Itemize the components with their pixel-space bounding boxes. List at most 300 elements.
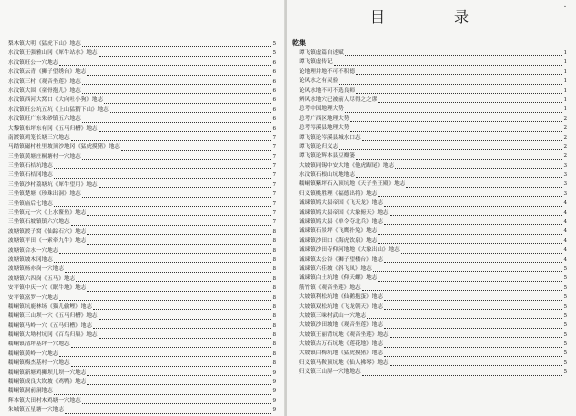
toc-entry-title: 糯峒镇新塘鸡狮坝儿坝一穴地志 xyxy=(8,369,87,376)
toc-entry xyxy=(8,209,276,218)
toc-entry xyxy=(299,134,567,143)
toc-entry xyxy=(299,284,567,293)
dot-leader xyxy=(350,120,562,122)
toc-entry-title: 归义镇三山屏一穴地地志 xyxy=(299,369,361,376)
toc-entry-title: 水汶镇西河大窝口《大向吐小狗》地志 xyxy=(8,97,104,104)
toc-entry xyxy=(299,293,567,302)
dot-leader xyxy=(71,365,271,367)
toc-entry-title: 辉本镇大田村木鸡塘一穴地志 xyxy=(8,397,81,404)
toc-entry xyxy=(299,359,567,368)
toc-entry xyxy=(299,152,567,161)
dot-leader xyxy=(82,402,271,404)
toc-entry xyxy=(8,40,276,49)
toc-entry-page: 8 xyxy=(272,266,276,273)
heading-char-2: 录 xyxy=(453,8,470,26)
toc-entry-title: 糯峒镇洞前洞地志 xyxy=(8,388,53,395)
toc-entry xyxy=(299,303,567,312)
toc-entry xyxy=(8,59,276,68)
toc-entry xyxy=(299,180,567,189)
dot-leader xyxy=(362,374,562,376)
toc-entry-title: 诚谏镇沙田口《海虎饮泉》地志 xyxy=(299,237,378,244)
dot-leader xyxy=(93,308,271,310)
dot-leader xyxy=(110,111,271,113)
toc-entry-title: 三坐镇黄塘庄桐塘村一穴地志 xyxy=(8,153,81,160)
dot-leader xyxy=(82,121,271,123)
dot-leader xyxy=(390,336,562,338)
toc-entry-page: 2 xyxy=(563,115,567,122)
dot-leader xyxy=(378,101,562,103)
dot-leader xyxy=(401,252,562,254)
toc-entry-title: 诚谏镇鸠大县帝国《大象俯天》地志 xyxy=(299,209,389,216)
toc-entry-page: 6 xyxy=(272,59,276,66)
toc-entry-page: 9 xyxy=(272,397,276,404)
toc-entry-page: 6 xyxy=(272,78,276,85)
dot-leader xyxy=(87,74,271,76)
toc-entry-title: 糯峒镇成良大坎坡《鸡鸭》地志 xyxy=(8,379,87,386)
dot-leader xyxy=(71,139,271,141)
toc-entry xyxy=(299,199,567,208)
toc-entry xyxy=(299,246,567,255)
dot-leader xyxy=(362,289,562,291)
dot-leader xyxy=(76,280,271,282)
toc-entry-page: 8 xyxy=(272,285,276,292)
dot-leader xyxy=(99,337,271,339)
toc-entry-page: 4 xyxy=(563,228,567,235)
dot-leader xyxy=(384,299,562,301)
dot-leader xyxy=(384,261,562,263)
toc-entry xyxy=(299,68,567,77)
dot-leader xyxy=(82,45,271,47)
toc-entry-page: 6 xyxy=(272,106,276,113)
toc-entry-title: 糯峒镇梅杰基村一穴地志 xyxy=(8,360,70,367)
toc-entry-title: 总考中国地理大势 xyxy=(299,106,344,113)
toc-entry xyxy=(8,162,276,171)
toc-entry-page: 4 xyxy=(563,209,567,216)
toc-entry xyxy=(8,237,276,246)
dot-leader xyxy=(82,92,271,94)
toc-entry xyxy=(299,162,567,171)
toc-entry-title: 糯峒镇坑鹿林场《猫儿偷鲤》地志 xyxy=(8,303,92,310)
toc-entry xyxy=(299,96,567,105)
toc-entry xyxy=(299,209,567,218)
toc-entry-page: 8 xyxy=(272,322,276,329)
toc-entry-title: 梨木镇大明《猛虎下山》地志 xyxy=(8,40,81,47)
toc-entry xyxy=(299,105,567,114)
toc-entry-title: 大坡镇三味村武山一穴地志 xyxy=(299,312,367,319)
dot-leader xyxy=(406,186,562,188)
toc-entry xyxy=(299,256,567,265)
dot-leader xyxy=(71,346,271,348)
toc-entry-page: 1 xyxy=(563,59,567,66)
toc-entry xyxy=(299,49,567,58)
toc-entry-title: 糯峒镇马岭一穴《五马归槽》地志 xyxy=(8,322,92,329)
dot-leader xyxy=(384,308,562,310)
toc-entry-title: 波塘镇渡子窝《仙踪石穴》地志 xyxy=(8,228,87,235)
toc-entry-title: 论风水之有灵验 xyxy=(299,78,339,85)
dot-leader xyxy=(356,73,562,75)
dot-leader xyxy=(54,205,271,207)
toc-entry-page: 2 xyxy=(563,125,567,132)
toc-entry-page: 8 xyxy=(272,313,276,320)
dot-leader xyxy=(82,83,271,85)
toc-entry-page: 8 xyxy=(272,247,276,254)
toc-entry-page: 5 xyxy=(563,341,567,348)
dot-leader xyxy=(384,346,562,348)
dot-leader xyxy=(384,327,562,329)
toc-entry-page: 8 xyxy=(272,332,276,339)
toc-entry-title: 三坐镇元一穴《上水鳌鱼》地志 xyxy=(8,210,87,217)
toc-entry-title: 诚谏镇六佳坡《斜飞凤》地志 xyxy=(299,265,372,272)
toc-entry-title: 糯峒镇大坳村坑冈《百鸟归巢》地志 xyxy=(8,332,98,339)
toc-entry xyxy=(8,406,276,415)
toc-entry-page: 8 xyxy=(272,256,276,263)
dot-leader xyxy=(356,176,562,178)
toc-entry xyxy=(8,171,276,180)
toc-entry-title: 谭飞镇论辉本县豆瓣篓 xyxy=(299,153,355,160)
dot-leader xyxy=(378,195,562,197)
toc-entry-title: 诚谏镇鸠大县帝国《飞天龙》地志 xyxy=(299,200,383,207)
dot-leader xyxy=(104,102,271,104)
toc-entry-title: 大坡镇利松坑地《仙鹅抱蛋》地志 xyxy=(299,294,383,301)
toc-entry xyxy=(299,368,567,377)
toc-entry-title: 筋竹镇《观音坐莲》地志 xyxy=(299,284,361,291)
dot-leader xyxy=(339,83,562,85)
toc-entry-page: 4 xyxy=(563,219,567,226)
toc-entry-page: 8 xyxy=(272,350,276,357)
toc-entry-title: 糯峒镇三山坝一穴《五马归槽》地志 xyxy=(8,313,98,320)
toc-entry-page: 5 xyxy=(563,331,567,338)
toc-entry xyxy=(8,284,276,293)
toc-entry-page: 7 xyxy=(272,172,276,179)
dot-leader xyxy=(54,177,271,179)
toc-entry xyxy=(8,247,276,256)
toc-entry-page: 8 xyxy=(272,275,276,282)
dot-leader xyxy=(373,270,562,272)
toc-entry-title: 辨风水地穴已被前人尽得之之谬 xyxy=(299,96,378,103)
toc-entry-title: 三坐镇庙后七地志 xyxy=(8,200,53,207)
section-label: 乾集 xyxy=(292,38,306,47)
toc-entry xyxy=(8,115,276,124)
toc-entry xyxy=(8,331,276,340)
toc-entry-title: 总考岑溪县地理大势 xyxy=(299,125,350,132)
dot-leader xyxy=(54,167,271,169)
toc-entry-title: 诚谏镇鸠大县《单令夺北兵》地志 xyxy=(299,219,383,226)
toc-entry-page: 7 xyxy=(272,134,276,141)
toc-entry xyxy=(299,274,567,283)
right-toc-list xyxy=(299,49,567,378)
toc-entry xyxy=(299,115,567,124)
toc-entry-page: 5 xyxy=(563,369,567,376)
dot-leader xyxy=(71,224,271,226)
toc-entry-page: 3 xyxy=(563,181,567,188)
dot-leader xyxy=(99,318,271,320)
toc-entry-page: 8 xyxy=(272,303,276,310)
toc-entry-title: 糯峒镇紫坪石入顶坑地《天子坐王殿》地志 xyxy=(299,181,406,188)
toc-entry-page: 5 xyxy=(563,359,567,366)
toc-entry-title: 三坐镇石桔冈地志 xyxy=(8,172,53,179)
dot-leader xyxy=(390,364,562,366)
toc-entry-title: 波塘镇六四岗《五马》地志 xyxy=(8,275,76,282)
toc-entry-page: 9 xyxy=(272,369,276,376)
toc-entry-page: 8 xyxy=(272,360,276,367)
toc-entry-title: 波塘镇平田《一索牵九牛》地志 xyxy=(8,238,87,245)
toc-entry-page: 6 xyxy=(272,116,276,123)
toc-entry xyxy=(299,321,567,330)
toc-entry-page: 6 xyxy=(272,97,276,104)
toc-entry-page: 6 xyxy=(272,87,276,94)
dot-leader xyxy=(384,223,562,225)
toc-entry-page: 6 xyxy=(272,69,276,76)
dot-leader xyxy=(362,139,562,141)
toc-entry-title: 大坡镇同锡中安大地《他虎踞尾》地志 xyxy=(299,162,395,169)
dot-leader xyxy=(378,280,562,282)
dot-leader xyxy=(350,130,562,132)
toc-entry-title: 大坡镇沙田坡地《观音坐莲》地志 xyxy=(299,322,383,329)
toc-entry-title: 大坡镇双松坑地《飞龙朝天》地志 xyxy=(299,303,383,310)
toc-entry-page: 7 xyxy=(272,210,276,217)
toc-entry xyxy=(8,87,276,96)
toc-entry-page: 9 xyxy=(272,379,276,386)
toc-entry-title: 波塘镇合水一穴地志 xyxy=(8,247,59,254)
toc-entry xyxy=(8,397,276,406)
toc-entry xyxy=(8,125,276,134)
toc-entry-page: 3 xyxy=(563,172,567,179)
toc-entry-page: 6 xyxy=(272,125,276,132)
toc-entry-page: 1 xyxy=(563,106,567,113)
dot-leader xyxy=(59,64,271,66)
toc-entry-title: 波塘镇杨亦岗一穴地志 xyxy=(8,266,64,273)
toc-entry-title: 波塘镇坡木冈地志 xyxy=(8,256,53,263)
toc-entry xyxy=(8,228,276,237)
toc-entry xyxy=(299,143,567,152)
heading-char-1: 目 xyxy=(370,8,387,26)
dot-leader xyxy=(87,214,271,216)
toc-entry-page: 8 xyxy=(272,341,276,348)
toc-entry-page: 3 xyxy=(563,162,567,169)
dot-leader xyxy=(339,148,562,150)
toc-entry xyxy=(8,369,276,378)
toc-entry-title: 安平镇富罗一穴地志 xyxy=(8,294,59,301)
toc-entry-page: 1 xyxy=(563,78,567,85)
toc-entry xyxy=(8,265,276,274)
toc-entry-page: 5 xyxy=(563,275,567,282)
toc-entry-title: 归义镇马鞍顶坑地《仙人拂琴》地志 xyxy=(299,359,389,366)
dot-leader xyxy=(356,92,562,94)
toc-entry-title: 水汶镇石根山坑地地志 xyxy=(299,172,355,179)
dot-leader xyxy=(334,64,562,66)
toc-entry xyxy=(8,312,276,321)
dot-leader xyxy=(99,130,271,132)
toc-entry-page: 7 xyxy=(272,191,276,198)
toc-entry-page: 1 xyxy=(563,49,567,56)
dot-leader xyxy=(59,355,271,357)
toc-entry-title: 三坐镇石桔坑地志 xyxy=(8,163,53,170)
toc-entry xyxy=(8,378,276,387)
dot-leader xyxy=(87,383,271,385)
toc-entry-page: 5 xyxy=(563,294,567,301)
dot-leader xyxy=(87,233,271,235)
toc-entry-title: 论风水地不可不选良师 xyxy=(299,87,355,94)
toc-entry-page: 4 xyxy=(563,200,567,207)
dot-leader xyxy=(82,158,271,160)
toc-entry-title: 水汶镇三村《观音坐莲》地志 xyxy=(8,78,81,85)
toc-entry-title: 谭飞镇论岑溪县城水口志 xyxy=(299,134,361,141)
dot-leader xyxy=(87,374,271,376)
left-page xyxy=(0,0,285,416)
dot-leader xyxy=(384,355,562,357)
toc-entry xyxy=(299,312,567,321)
toc-entry-page: 8 xyxy=(272,294,276,301)
dot-leader xyxy=(384,205,562,207)
toc-entry xyxy=(299,350,567,359)
toc-entry xyxy=(8,106,276,115)
toc-entry-page: 8 xyxy=(272,238,276,245)
toc-entry-page: 1 xyxy=(563,68,567,75)
dot-leader xyxy=(87,243,271,245)
toc-entry-title: 诚谏镇太公谷《狮子望楼台》地志 xyxy=(299,256,383,263)
toc-entry xyxy=(299,77,567,86)
toc-entry-page: 5 xyxy=(563,265,567,272)
dot-leader xyxy=(65,412,271,414)
toc-entry-title: 归义镇桃胜理《福德出将》地志 xyxy=(299,190,378,197)
toc-entry xyxy=(8,218,276,227)
toc-entry xyxy=(8,153,276,162)
toc-entry-page: 4 xyxy=(563,247,567,254)
toc-entry-title: 糯峒镇黄岭一穴地志 xyxy=(8,350,59,357)
toc-entry xyxy=(8,322,276,331)
toc-entry-title: 水汶镇云青《狮子望绣台》地志 xyxy=(8,69,87,76)
toc-entry xyxy=(8,181,276,190)
dot-leader xyxy=(99,186,271,188)
toc-entry-page: 4 xyxy=(563,237,567,244)
toc-entry xyxy=(299,171,567,180)
toc-entry-page: 7 xyxy=(272,153,276,160)
toc-entry-page: 9 xyxy=(272,407,276,414)
dot-leader xyxy=(390,214,562,216)
toc-entry xyxy=(8,190,276,199)
dot-leader xyxy=(378,233,562,235)
toc-entry xyxy=(8,134,276,143)
toc-entry-title: 诚谏镇石景坪《飞鹰扑兔》地志 xyxy=(299,228,378,235)
toc-entry xyxy=(299,237,567,246)
toc-entry-page: 5 xyxy=(563,312,567,319)
toc-entry-title: 水汶镇旺广东朱砂镇五六地志 xyxy=(8,116,81,123)
toc-entry-title: 诚谏镇沙田寺仰河地地《大象出山》地志 xyxy=(299,247,400,254)
toc-entry-title: 水汶镇旺公一穴地志 xyxy=(8,59,59,66)
toc-entry-page: 5 xyxy=(563,284,567,291)
toc-entry-title: 大黎镇布坪东有冈《五马归槽》地志 xyxy=(8,125,98,132)
toc-entry-page: 7 xyxy=(272,181,276,188)
toc-entry xyxy=(8,200,276,209)
toc-entry-title: 诚谏镇白土坑地《仰天螺》地志 xyxy=(299,275,378,282)
toc-heading xyxy=(370,6,470,27)
toc-entry xyxy=(8,294,276,303)
toc-entry xyxy=(299,218,567,227)
toc-entry-page: 3 xyxy=(563,190,567,197)
toc-entry-page: 7 xyxy=(272,163,276,170)
toc-entry-title: 水汶镇旺公坑五坑《上山猛猬下山》地志 xyxy=(8,106,109,113)
toc-entry xyxy=(8,341,276,350)
toc-entry-title: 朱城镇五星塘一穴地志 xyxy=(8,407,64,414)
left-toc-list xyxy=(8,40,276,416)
toc-entry xyxy=(299,227,567,236)
toc-entry-title: 马踏镇磁村杜里坡顶沙地冈《猛虎摸猪》地志 xyxy=(8,144,120,151)
dot-leader xyxy=(93,327,271,329)
toc-entry-page: 2 xyxy=(563,134,567,141)
toc-entry-title: 谭飞镇虚篇自述赋 xyxy=(299,49,344,56)
toc-entry-title: 总考广西区地理大势 xyxy=(299,115,350,122)
dot-leader xyxy=(82,196,271,198)
toc-entry-page: 1 xyxy=(563,96,567,103)
toc-entry xyxy=(299,331,567,340)
toc-entry xyxy=(299,87,567,96)
toc-entry-page: 5 xyxy=(563,350,567,357)
toc-entry xyxy=(8,143,276,152)
corner-mark: ・ xyxy=(562,4,569,11)
toc-entry-page: 2 xyxy=(563,143,567,150)
toc-entry-title: 谭飞镇虚传记 xyxy=(299,59,333,66)
toc-entry-page: 5 xyxy=(563,322,567,329)
dot-leader xyxy=(59,299,271,301)
toc-entry-title: 大坡镇王丽背坑地《观音坐莲》地志 xyxy=(299,331,389,338)
dot-leader xyxy=(395,167,562,169)
toc-entry-title: 三坐镇石坡镇镇六穴地志 xyxy=(8,219,70,226)
dot-leader xyxy=(345,54,562,56)
toc-entry-page: 8 xyxy=(272,228,276,235)
toc-entry-title: 大坡镇白梅坑地《猛虎摸猪》地志 xyxy=(299,350,383,357)
toc-entry xyxy=(8,275,276,284)
toc-entry-page: 5 xyxy=(563,303,567,310)
toc-entry xyxy=(8,68,276,77)
toc-entry-title: 安平镇中庆一穴《眠牛地》地志 xyxy=(8,285,87,292)
toc-entry xyxy=(299,124,567,133)
toc-entry-page: 7 xyxy=(272,219,276,226)
toc-entry-title: 糯峒镇清坪基坪一穴地志 xyxy=(8,341,70,348)
dot-leader xyxy=(54,261,271,263)
dot-leader xyxy=(65,271,271,273)
toc-entry-title: 三坐镇沙村荔塘坑《犀牛望月》地志 xyxy=(8,181,98,188)
toc-entry-page: 1 xyxy=(563,87,567,94)
toc-entry-page: 5 xyxy=(272,40,276,47)
toc-entry-page: 7 xyxy=(272,200,276,207)
toc-entry-title: 三坐镇楚塘《珍珠出洞》地志 xyxy=(8,191,81,198)
toc-entry xyxy=(299,190,567,199)
dot-leader xyxy=(59,252,271,254)
toc-entry-page: 7 xyxy=(272,144,276,151)
toc-entry-title: 南渡镇鸡笼长塘三穴地志 xyxy=(8,134,70,141)
dot-leader xyxy=(378,242,562,244)
dot-leader xyxy=(99,55,271,57)
dot-leader xyxy=(54,393,271,395)
toc-entry xyxy=(299,340,567,349)
toc-entry xyxy=(8,256,276,265)
toc-entry-page: 5 xyxy=(272,50,276,57)
toc-entry-page: 2 xyxy=(563,153,567,160)
toc-entry-title: 大坡镇古万石坑地《莲花地》地志 xyxy=(299,341,383,348)
toc-entry xyxy=(8,350,276,359)
toc-entry-title: 论地理并地不可不积德 xyxy=(299,68,355,75)
toc-entry xyxy=(8,49,276,58)
toc-entry xyxy=(8,303,276,312)
dot-leader xyxy=(356,158,562,160)
dot-leader xyxy=(345,111,562,113)
toc-entry-title: 水汶镇大围《童骨抱儿》地志 xyxy=(8,87,81,94)
toc-entry xyxy=(8,78,276,87)
dot-leader xyxy=(87,290,271,292)
dot-leader xyxy=(121,149,271,151)
toc-entry-title: 谭飞镇论归义志 xyxy=(299,143,339,150)
dot-leader xyxy=(367,317,562,319)
